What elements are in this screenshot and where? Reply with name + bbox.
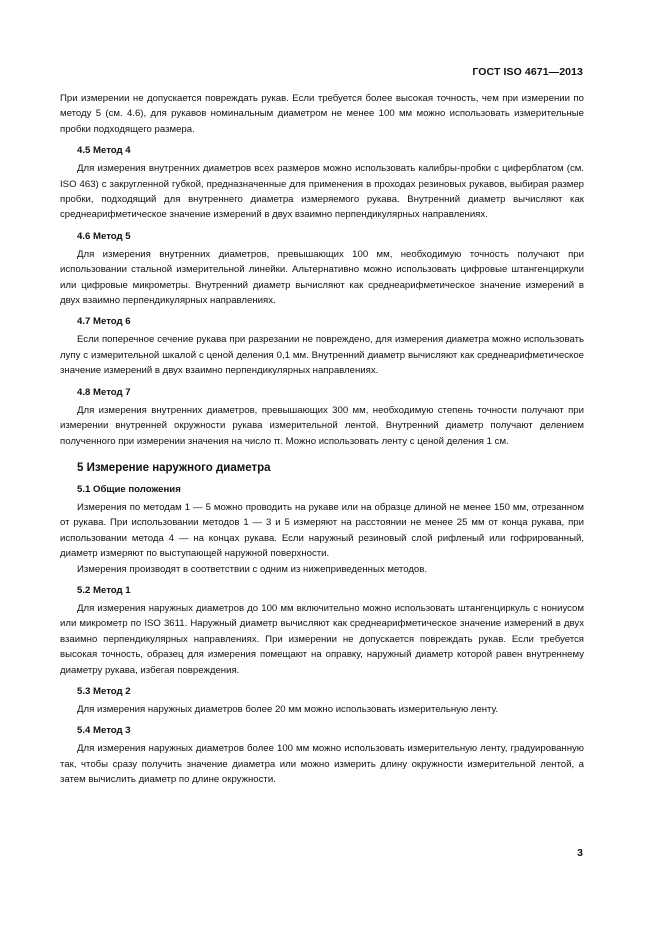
section-heading-5-4: 5.4 Метод 3: [77, 725, 131, 737]
section-heading-4-6: 4.6 Метод 5: [77, 230, 131, 242]
page-number: 3: [577, 847, 583, 859]
paragraph: Для измерения внутренних диаметров, превышающих 100 мм, необходимую точность получают при использовании стальной измерительной линейки. Альтернативно можно использовать цифровые штангенциркули или цифровые микрометры. Внутренний диаметр вычисляют как среднеарифметическое значение измерений в двух взаимно перпендикулярных направлениях.: [60, 248, 584, 307]
paragraph: Если поперечное сечение рукава при разрезании не повреждено, для измерения диаметра можно использовать лупу с измерительной шкалой с ценой деления 0,1 мм. Внутренний диаметр вычисляют как среднеарифметическое значение измерений в двух взаимно перпендикулярных направлениях.: [60, 334, 584, 377]
document-header: ГОСТ ISO 4671—2013: [472, 66, 583, 78]
section-heading-4-5: 4.5 Метод 4: [77, 145, 131, 157]
section-heading-5-3: 5.3 Метод 2: [77, 685, 131, 697]
paragraph: Для измерения наружных диаметров более 20 мм можно использовать измерительную ленту.: [77, 703, 499, 715]
section-heading-5-1: 5.1 Общие положения: [77, 483, 181, 495]
document-body: [60, 91, 584, 788]
paragraph: Для измерения наружных диаметров более 100 мм можно использовать измерительную ленту, градуированную так, чтобы сразу получить значение диаметра или можно измерить длину окружности измерительной лентой, а затем вычислить диаметр по длине окружности.: [60, 743, 584, 786]
paragraph: При измерении не допускается повреждать рукав. Если требуется более высокая точность, чем при измерении по методу 5 (см. 4.6), для рукавов номинальным диаметром не менее 100 мм можно использовать измерительные пробки подходящего размера.: [60, 93, 584, 135]
paragraph: Для измерения внутренних диаметров, превышающих 300 мм, необходимую степень точности получают при измерении внутренней окружности рукава измерительной лентой. Внутренний диаметр получают делением полученного при измерении значения на число π. Можно использовать ленту с ценой деления 1 см.: [60, 404, 584, 447]
section-heading-4-7: 4.7 Метод 6: [77, 316, 131, 328]
paragraph: Для измерения внутренних диаметров всех размеров можно использовать калибры-пробки с циферблатом (см. ISO 463) с закругленной губкой, предназначенные для применения в проходах резиновых рукавов, выбирая размер пробки, подходящий для внутреннего диаметра измеряемого рукава. Внутренний диаметр вычисляют как среднеарифметическое значение измерений в двух взаимно перпендикулярных направлениях.: [60, 163, 584, 221]
paragraph: Для измерения наружных диаметров до 100 мм включительно можно использовать штангенциркуль с нониусом или микрометр по ISO 3611. Наружный диаметр вычисляют как среднеарифметическое значение измерений в двух взаимно перпендикулярных направлениях. При измерении не допускается повреждать рукав. Если требуется высокая точность, образец для измерения помещают на оправку, наружный диаметр которой равен внутреннему диаметру рукава, избегая повреждения.: [60, 602, 584, 676]
section-heading-5-2: 5.2 Метод 1: [77, 584, 131, 596]
paragraph: Измерения по методам 1 — 5 можно проводить на рукаве или на образце длиной не менее 150 мм, отрезанном от рукава. При использовании методов 1 — 3 и 5 измеряют на расстоянии не менее 25 мм от конца рукава, при использовании метода 4 — на концах рукава. Если наружный резиновый слой рифленый или гофрированный, диаметр измеряют по выступающей наружной поверхности.: [60, 501, 584, 560]
paragraph: Измерения производят в соответствии с одним из нижеприведенных методов.: [77, 563, 428, 575]
section-heading-4-8: 4.8 Метод 7: [77, 386, 131, 398]
section-heading-5: 5 Измерение наружного диаметра: [77, 461, 271, 474]
